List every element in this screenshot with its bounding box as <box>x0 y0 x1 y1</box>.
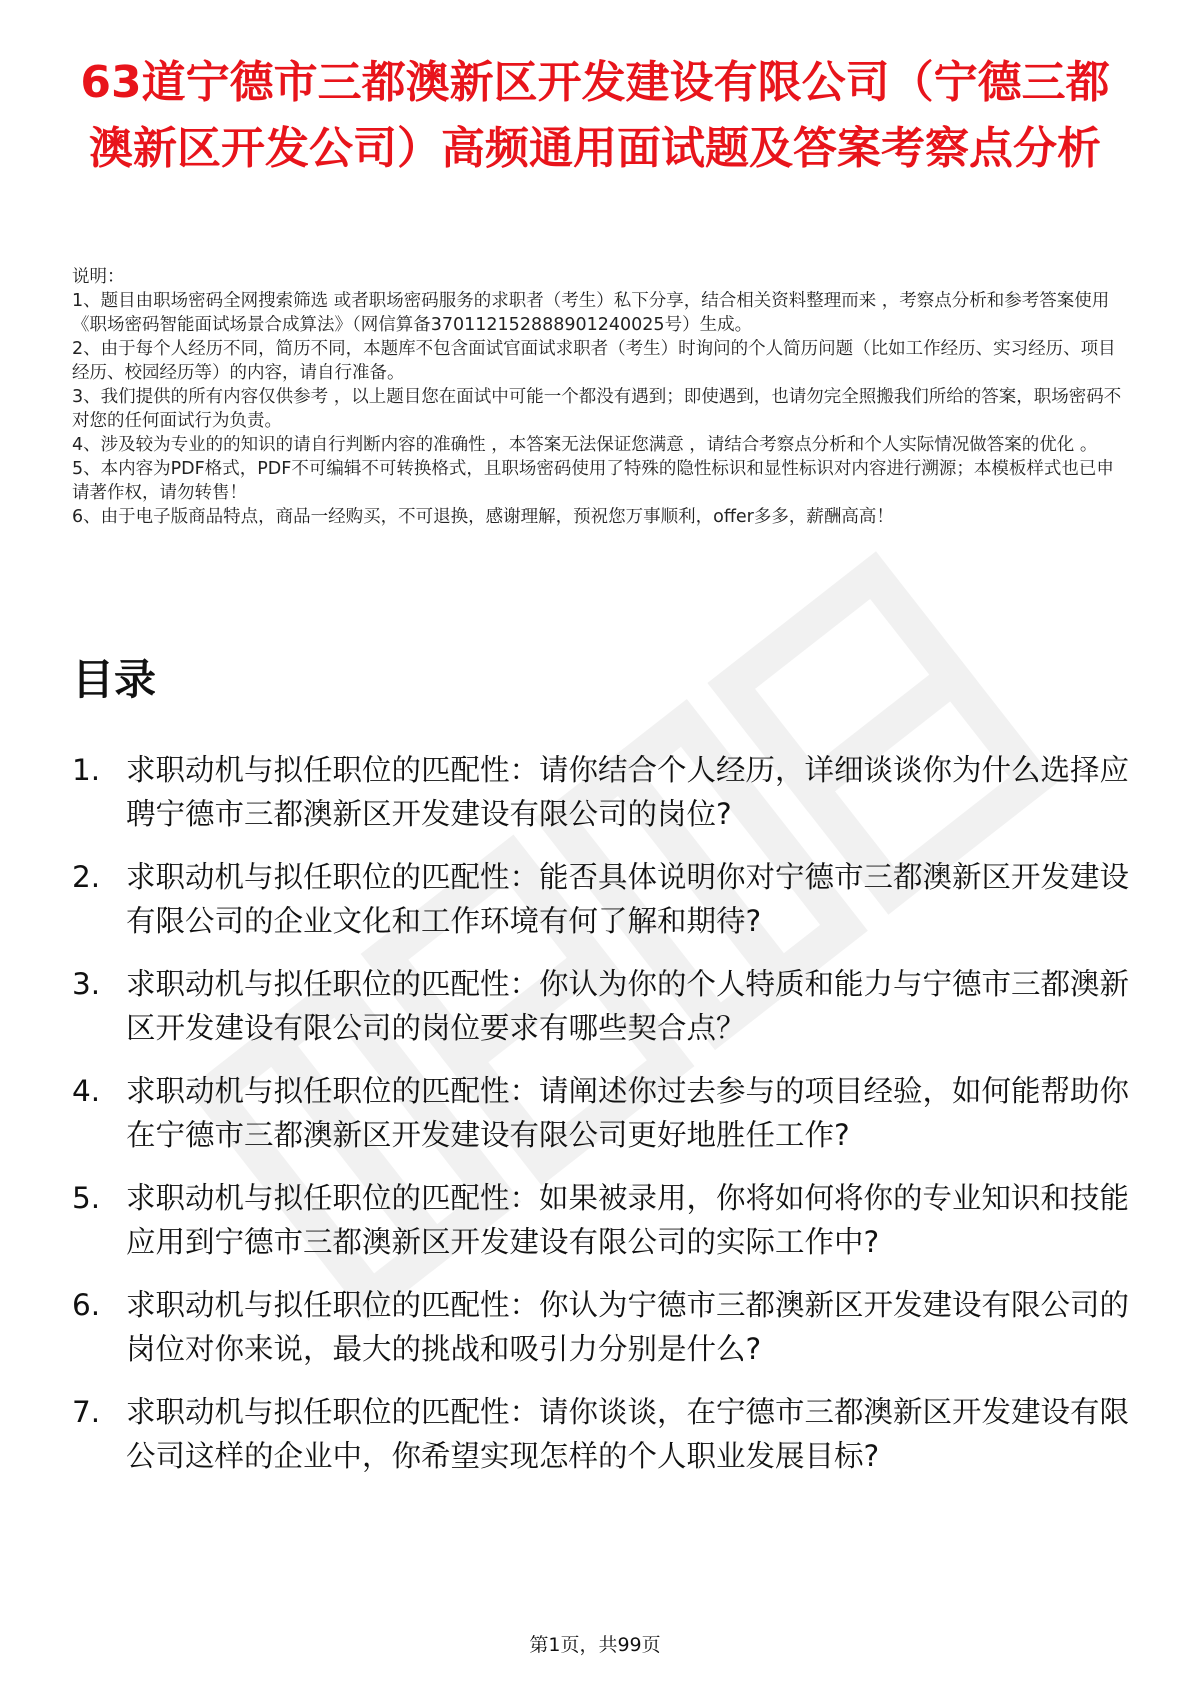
toc-item[interactable] <box>72 748 1132 836</box>
toc-item-number: 5. <box>72 1181 101 1215</box>
note-item: 2、由于每个人经历不同，简历不同，本题库不包含面试官面试求职者（考生）时询问的个人简历问题（比如工作经历、实习经历、项目经历、校园经历等）的内容，请自行准备。 <box>72 339 1116 383</box>
toc-item[interactable] <box>72 1176 1132 1264</box>
note-item: 4、涉及较为专业的的知识的请自行判断内容的准确性 ，本答案无法保证您满意 ，请结合考察点分析和个人实际情况做答案的优化 。 <box>72 435 1098 455</box>
toc-item-number: 6. <box>72 1288 101 1322</box>
toc-item[interactable] <box>72 962 1132 1050</box>
toc-item-text: 求职动机与拟任职位的匹配性：你认为你的个人特质和能力与宁德市三都澳新区开发建设有限公司的岗位要求有哪些契合点？ <box>126 967 1130 1045</box>
notes-heading: 说明： <box>72 267 125 287</box>
page-footer: 第1页，共99页 <box>529 1634 661 1656</box>
toc-item-number: 2. <box>72 860 101 894</box>
toc-item-number: 7. <box>72 1395 101 1429</box>
toc-item[interactable] <box>72 855 1132 943</box>
toc-item-text: 求职动机与拟任职位的匹配性：如果被录用，你将如何将你的专业知识和技能应用到宁德市三都澳新区开发建设有限公司的实际工作中? <box>126 1181 1130 1259</box>
toc-item-number: 4. <box>72 1074 101 1108</box>
toc-item-text: 求职动机与拟任职位的匹配性：能否具体说明你对宁德市三都澳新区开发建设有限公司的企业文化和工作环境有何了解和期待? <box>126 860 1130 938</box>
toc-item-text: 求职动机与拟任职位的匹配性：你认为宁德市三都澳新区开发建设有限公司的岗位对你来说，最大的挑战和吸引力分别是什么? <box>126 1288 1130 1366</box>
toc-item[interactable] <box>72 1069 1132 1157</box>
note-item: 6、由于电子版商品特点，商品一经购买，不可退换，感谢理解，预祝您万事顺利，offer多多，薪酬高高！ <box>72 507 894 527</box>
note-item: 3、我们提供的所有内容仅供参考 ，以上题目您在面试中可能一个都没有遇到；即使遇到，也请勿完全照搬我们所给的答案，职场密码不对您的任何面试行为负责。 <box>72 387 1122 431</box>
toc-item[interactable] <box>72 1283 1132 1371</box>
table-of-contents <box>72 748 1132 1497</box>
toc-heading: 目录 <box>72 655 157 704</box>
document-title: 63道宁德市三都澳新区开发建设有限公司（宁德三都澳新区开发公司）高频通用面试题及答案考察点分析 <box>80 57 1110 174</box>
toc-item-text: 求职动机与拟任职位的匹配性：请阐述你过去参与的项目经验，如何能帮助你在宁德市三都澳新区开发建设有限公司更好地胜任工作? <box>126 1074 1130 1152</box>
toc-item-text: 求职动机与拟任职位的匹配性：请你谈谈，在宁德市三都澳新区开发建设有限公司这样的企业中，你希望实现怎样的个人职业发展目标? <box>126 1395 1130 1473</box>
toc-item-number: 3. <box>72 967 101 1001</box>
notes-section <box>72 265 1122 529</box>
toc-item-number: 1. <box>72 753 101 787</box>
toc-item[interactable] <box>72 1390 1132 1478</box>
note-item: 1、题目由职场密码全网搜索筛选 或者职场密码服务的求职者（考生）私下分享，结合相关资料整理而来 ，考察点分析和参考答案使用《职场密码智能面试场景合成算法》（网信算备370112152888901240025号）生成。 <box>72 291 1110 335</box>
note-item: 5、本内容为PDF格式，PDF不可编辑不可转换格式，且职场密码使用了特殊的隐性标识和显性标识对内容进行溯源；本模板样式也已申请著作权，请勿转售！ <box>72 459 1114 503</box>
toc-item-text: 求职动机与拟任职位的匹配性：请你结合个人经历，详细谈谈你为什么选择应聘宁德市三都澳新区开发建设有限公司的岗位? <box>126 753 1130 831</box>
